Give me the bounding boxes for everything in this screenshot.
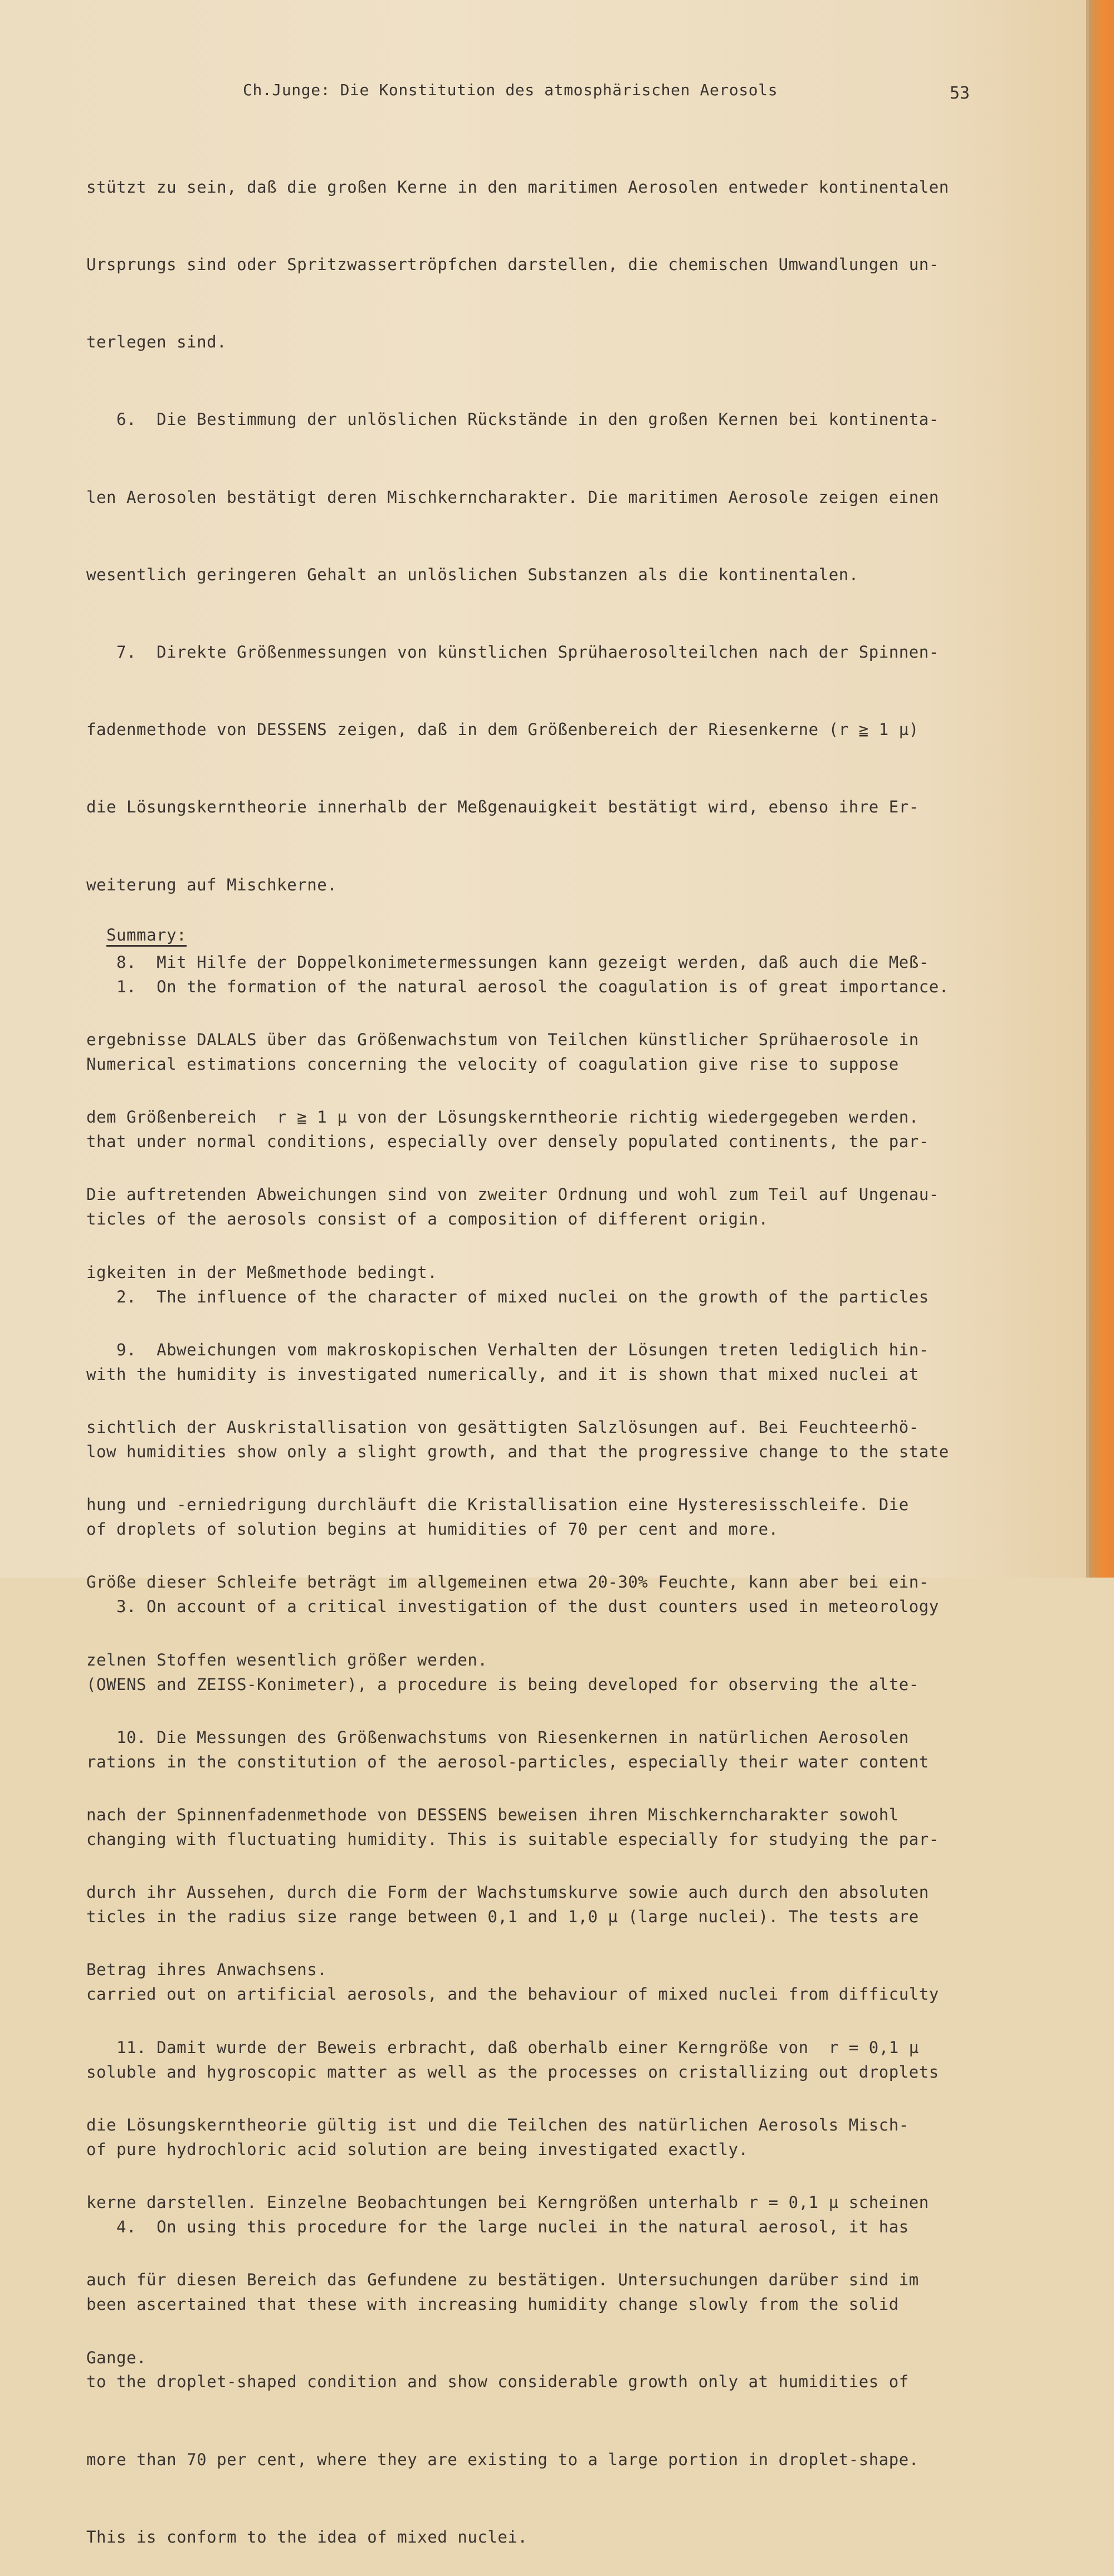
text-line: 7. Direkte Größenmessungen von künstlichen Sprühaerosolteilchen nach der Spinnen- — [86, 643, 939, 662]
text-line: auch für diesen Bereich das Gefundene zu bestätigen. Untersuchungen darüber sind im — [86, 2270, 919, 2290]
text-line: weiterung auf Mischkerne. — [86, 875, 338, 894]
text-line: durch ihr Aussehen, durch die Form der Wachstumskurve sowie auch durch den absoluten — [86, 1883, 929, 1902]
orange-binding-edge — [1089, 0, 1114, 1578]
text-line: 3. On account of a critical investigation of the dust counters used in meteorology — [86, 1597, 939, 1617]
text-line: changing with fluctuating humidity. This is suitable especially for studying the par- — [86, 1830, 939, 1849]
text-line: kerne darstellen. Einzelne Beobachtungen bei Kerngrößen unterhalb r = 0,1 µ scheinen — [86, 2193, 929, 2212]
text-line: to the droplet-shaped condition and show considerable growth only at humidities of — [86, 2372, 909, 2392]
text-line: that under normal conditions, especially over densely populated continents, the par- — [86, 1132, 929, 1152]
text-line: carried out on artificial aerosols, and the behaviour of mixed nuclei from difficulty — [86, 1985, 939, 2004]
text-line: terlegen sind. — [86, 332, 227, 352]
text-line: been ascertained that these with increasing humidity change slowly from the solid — [86, 2295, 899, 2314]
text-line: Die auftretenden Abweichungen sind von zweiter Ordnung und wohl zum Teil auf Ungenau- — [86, 1185, 939, 1204]
text-line: igkeiten in der Meßmethode bedingt. — [86, 1262, 438, 1282]
text-line: die Lösungskerntheorie gültig ist und die Teilchen des natürlichen Aerosols Misch- — [86, 2115, 909, 2134]
text-line: Gange. — [86, 2348, 147, 2367]
text-line: ticles in the radius size range between 0,1 and 1,0 µ (large nuclei). The tests are — [86, 1907, 919, 1927]
text-line: ticles of the aerosols consist of a composition of different origin. — [86, 1209, 769, 1229]
summary-heading: Summary: — [106, 925, 187, 947]
text-line: Größe dieser Schleife beträgt im allgemeinen etwa 20-30% Feuchte, kann aber bei ein- — [86, 1573, 929, 1592]
text-line: 8. Mit Hilfe der Doppelkonimetermessungen kann gezeigt werden, daß auch die Meß- — [86, 952, 929, 972]
page-number: 53 — [950, 84, 970, 103]
running-title: Ch.Junge: Die Konstitution des atmosphärischen Aerosols — [243, 81, 778, 99]
text-line: soluble and hygroscopic matter as well as the processes on cristallizing out droplets — [86, 2062, 939, 2082]
text-line: die Lösungskerntheorie innerhalb der Meßgenauigkeit bestätigt wird, ebenso ihre Er- — [86, 797, 919, 817]
text-line: 6. Die Bestimmung der unlöslichen Rückstände in den großen Kernen bei kontinenta- — [86, 410, 939, 429]
text-line: 11. Damit wurde der Beweis erbracht, daß oberhalb einer Kerngröße von r = 0,1 µ — [86, 2038, 919, 2057]
text-line: 1. On the formation of the natural aerosol the coagulation is of great importance. — [86, 977, 949, 996]
text-line: of pure hydrochloric acid solution are being investigated exactly. — [86, 2139, 749, 2159]
english-summary — [86, 922, 1000, 2576]
text-line: hung und -erniedrigung durchläuft die Kristallisation eine Hysteresisschleife. Die — [86, 1495, 909, 1515]
text-line: 10. Die Messungen des Größenwachstums von Riesenkernen in natürlichen Aerosolen — [86, 1727, 909, 1747]
text-line: stützt zu sein, daß die großen Kerne in den maritimen Aerosolen entweder kontinentalen — [86, 177, 949, 197]
text-line: 2. The influence of the character of mixed nuclei on the growth of the particles — [86, 1287, 929, 1306]
text-line: of droplets of solution begins at humidities of 70 per cent and more. — [86, 1520, 779, 1539]
text-line: with the humidity is investigated numerically, and it is shown that mixed nuclei at — [86, 1364, 919, 1384]
text-line: sichtlich der Auskristallisation von gesättigten Salzlösungen auf. Bei Feuchteerhö- — [86, 1418, 919, 1437]
text-line: Betrag ihres Anwachsens. — [86, 1960, 328, 1980]
text-line: ergebnisse DALALS über das Größenwachstum von Teilchen künstlicher Sprühaerosole in — [86, 1030, 919, 1050]
text-line: fadenmethode von DESSENS zeigen, daß in dem Größenbereich der Riesenkerne (r ≧ 1 µ) — [86, 720, 919, 740]
text-line: zelnen Stoffen wesentlich größer werden. — [86, 1650, 488, 1669]
text-line: dem Größenbereich r ≧ 1 µ von der Lösungskerntheorie richtig wiedergegeben werden. — [86, 1108, 919, 1127]
text-line: wesentlich geringeren Gehalt an unlöslichen Substanzen als die kontinentalen. — [86, 565, 859, 584]
text-line: This is conform to the idea of mixed nuclei. — [86, 2527, 528, 2546]
text-line: 9. Abweichungen vom makroskopischen Verhalten der Lösungen treten lediglich hin- — [86, 1340, 929, 1359]
text-line: Ursprungs sind oder Spritzwassertröpfchen darstellen, die chemischen Umwandlungen un- — [86, 255, 939, 275]
text-line: 4. On using this procedure for the large nuclei in the natural aerosol, it has — [86, 2217, 909, 2237]
text-line: (OWENS and ZEISS-Konimeter), a procedure is being developed for observing the alte- — [86, 1674, 919, 1694]
text-line: Numerical estimations concerning the velocity of coagulation give rise to suppose — [86, 1055, 899, 1074]
text-line: nach der Spinnenfadenmethode von DESSENS beweisen ihren Mischkerncharakter sowohl — [86, 1805, 899, 1825]
text-line: len Aerosolen bestätigt deren Mischkerncharakter. Die maritimen Aerosole zeigen einen — [86, 487, 939, 507]
text-line: low humidities show only a slight growth, and that the progressive change to the state — [86, 1442, 949, 1462]
text-line: rations in the constitution of the aerosol-particles, especially their water content — [86, 1752, 929, 1771]
text-line: more than 70 per cent, where they are existing to a large portion in droplet-shape. — [86, 2450, 919, 2469]
